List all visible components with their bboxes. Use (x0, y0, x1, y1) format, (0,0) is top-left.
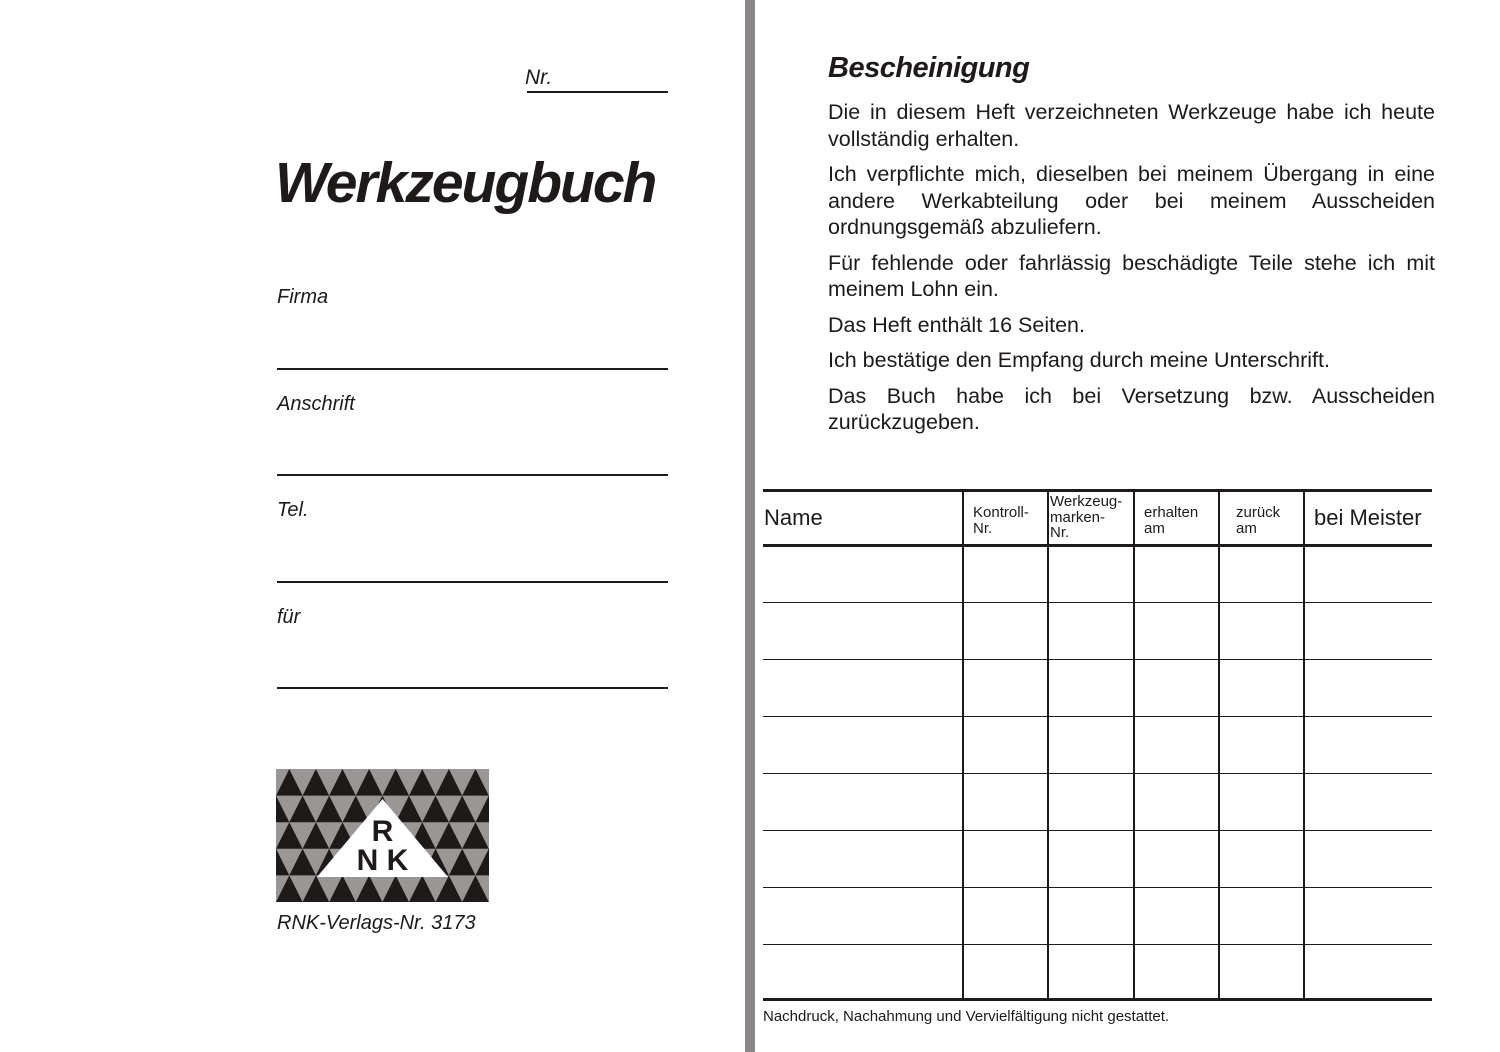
row-rule (763, 659, 1432, 660)
table-row[interactable] (763, 717, 1432, 774)
firma-label: Firma (277, 286, 329, 308)
logo-letter-r: R (371, 815, 394, 848)
certificate-paragraph: Ich bestätige den Empfang durch meine Unterschrift. (828, 348, 1330, 372)
column-header-bei-meister: bei Meister (1314, 505, 1422, 530)
tel-label: Tel. (277, 499, 309, 521)
certificate-heading: Bescheinigung (828, 52, 1030, 84)
anschrift-line (277, 474, 668, 476)
firma-line (277, 368, 668, 370)
table-row[interactable] (763, 945, 1432, 1002)
table-row[interactable] (763, 546, 1432, 603)
copyright-note: Nachdruck, Nachahmung und Vervielfältigung nicht gestattet. (763, 1008, 1170, 1025)
fuer-line (277, 687, 668, 689)
book-spine (745, 0, 755, 1052)
page-title: Werkzeugbuch (275, 151, 656, 215)
row-rule (763, 830, 1432, 831)
tel-line (277, 581, 668, 583)
right-page (755, 0, 1500, 1052)
fuer-label: für (277, 606, 301, 628)
column-header-erhalten-am: erhalten am (1144, 504, 1199, 537)
anschrift-label: Anschrift (277, 393, 355, 415)
nr-label: Nr. (525, 66, 553, 89)
table-row[interactable] (763, 660, 1432, 717)
rnk-logo (276, 769, 489, 902)
left-page (0, 0, 745, 1052)
table-top-rule (763, 489, 1432, 492)
column-header-werkzeugmarken-nr: Werkzeug- marken- Nr. (1050, 493, 1123, 541)
signature-table (763, 489, 1432, 1002)
row-rule (763, 602, 1432, 603)
table-row[interactable] (763, 831, 1432, 888)
column-header-zurueck-am: zurück am (1236, 504, 1281, 537)
row-rule (763, 773, 1432, 774)
nr-line (527, 91, 668, 93)
row-rule (763, 887, 1432, 888)
column-header-name: Name (764, 505, 823, 530)
certificate-paragraph: Die in diesem Heft verzeichneten Werkzeuge habe ich heute vollständig erhalten. (828, 100, 1435, 151)
row-rule (763, 944, 1432, 945)
certificate-paragraph: Das Heft enthält 16 Seiten. (828, 312, 1085, 337)
table-row[interactable] (763, 888, 1432, 945)
table-row[interactable] (763, 774, 1432, 831)
certificate-paragraph: Ich verpflichte mich, dieselben bei meinem Übergang in eine andere Werkabteilung oder bei meinem Ausscheiden ordnungsgemäß abzuliefern. (828, 162, 1435, 239)
publisher-number: RNK-Verlags-Nr. 3173 (277, 912, 476, 934)
table-bottom-rule (763, 998, 1432, 1001)
certificate-paragraph: Das Buch habe ich bei Versetzung bzw. Ausscheiden zurückzugeben. (828, 383, 1435, 434)
logo-letters-nk: N K (356, 844, 409, 877)
table-row[interactable] (763, 603, 1432, 660)
column-header-kontroll-nr: Kontroll- Nr. (973, 504, 1029, 537)
certificate-paragraph: Für fehlende oder fahrlässig beschädigte Teile stehe ich mit meinem Lohn ein. (828, 250, 1435, 301)
row-rule (763, 716, 1432, 717)
certificate-body (828, 99, 1435, 445)
